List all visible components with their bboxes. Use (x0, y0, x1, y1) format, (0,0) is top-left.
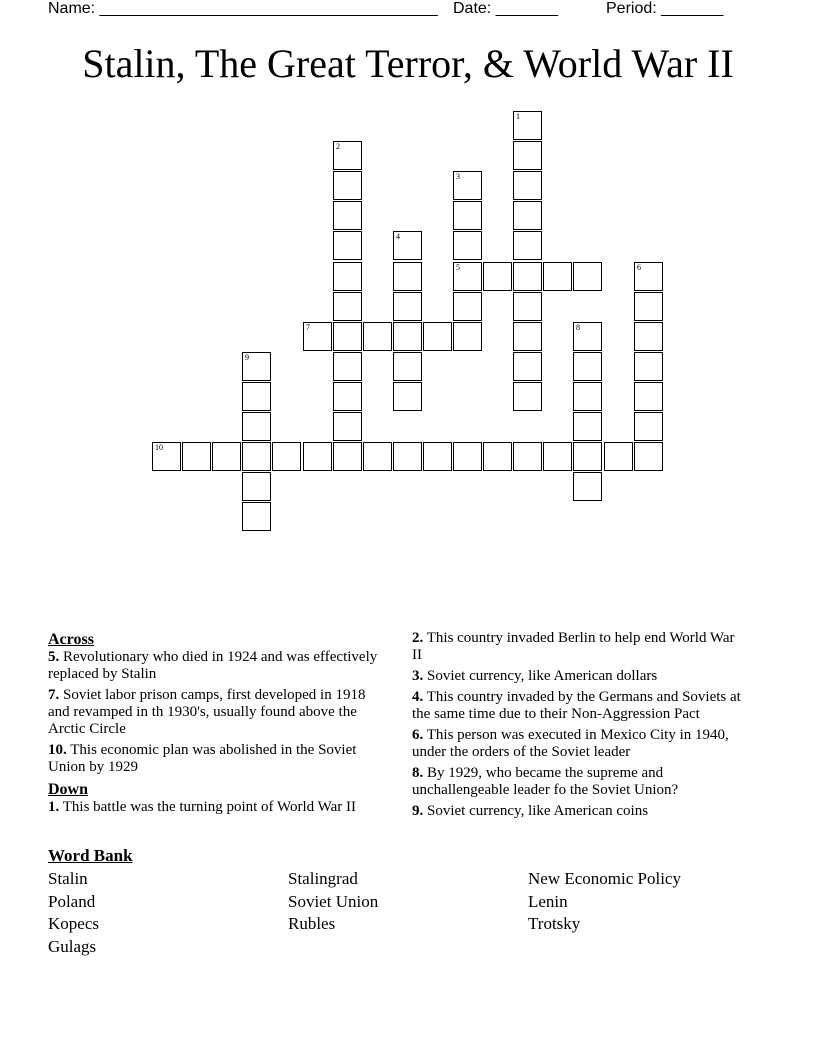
crossword-cell[interactable] (573, 262, 602, 291)
crossword-cell[interactable] (634, 412, 663, 441)
clue-number: 10 (155, 443, 163, 452)
clue-number: 5 (456, 263, 460, 272)
crossword-cell[interactable] (634, 292, 663, 321)
crossword-cell[interactable] (242, 472, 271, 501)
period-field-label[interactable]: Period: _______ (606, 0, 724, 17)
crossword-cell[interactable] (513, 322, 542, 351)
crossword-cell[interactable] (333, 292, 362, 321)
crossword-cell[interactable] (333, 322, 362, 351)
clue-number: 8 (576, 323, 580, 332)
crossword-cell[interactable] (513, 292, 542, 321)
crossword-cell[interactable] (303, 442, 332, 471)
word-bank-title: Word Bank (48, 846, 133, 865)
word-bank-item: Stalin (48, 869, 88, 888)
crossword-cell[interactable] (333, 352, 362, 381)
crossword-cell[interactable] (573, 322, 602, 351)
crossword-cell[interactable] (513, 111, 542, 140)
crossword-cell[interactable] (604, 442, 633, 471)
clues-left-column (48, 630, 383, 820)
word-bank-item: Poland (48, 892, 96, 911)
crossword-cell[interactable] (393, 442, 422, 471)
crossword-cell[interactable] (483, 442, 512, 471)
crossword-cell[interactable] (333, 201, 362, 230)
crossword-cell[interactable] (242, 412, 271, 441)
down-heading: Down (48, 781, 89, 798)
crossword-cell[interactable] (303, 322, 332, 351)
crossword-cell[interactable] (453, 231, 482, 260)
crossword-cell[interactable] (513, 171, 542, 200)
crossword-cell[interactable] (242, 382, 271, 411)
word-bank-item: Kopecs (48, 914, 99, 933)
crossword-cell[interactable] (513, 262, 542, 291)
crossword-cell[interactable] (242, 502, 271, 531)
clue-number: 2 (336, 142, 340, 151)
name-field-label[interactable]: Name: ______________________________________ (48, 0, 438, 17)
crossword-cell[interactable] (333, 412, 362, 441)
crossword-cell[interactable] (513, 352, 542, 381)
crossword-cell[interactable] (453, 442, 482, 471)
crossword-cell[interactable] (634, 262, 663, 291)
crossword-cell[interactable] (634, 442, 663, 471)
crossword-cell[interactable] (423, 442, 452, 471)
crossword-cell[interactable] (634, 322, 663, 351)
down-clue-2: 2. This country invaded Berlin to help end World War II (412, 630, 735, 663)
crossword-cell[interactable] (573, 472, 602, 501)
crossword-cell[interactable] (453, 262, 482, 291)
clue-number: 3 (456, 172, 460, 181)
word-bank-item: Rubles (288, 914, 336, 933)
crossword-cell[interactable] (363, 442, 392, 471)
crossword-cell[interactable] (393, 231, 422, 260)
word-bank-item: New Economic Policy (528, 869, 681, 888)
crossword-cell[interactable] (333, 231, 362, 260)
word-bank-item: Stalingrad (288, 869, 358, 888)
crossword-cell[interactable] (363, 322, 392, 351)
down-clue-8: 8. By 1929, who became the supreme and unchallengeable leader fo the Soviet Union? (412, 765, 679, 798)
crossword-cell[interactable] (272, 442, 301, 471)
clue-number: 9 (245, 353, 249, 362)
down-clue-6: 6. This person was executed in Mexico City in 1940, under the orders of the Soviet leader (412, 727, 729, 760)
across-clue-10: 10. This economic plan was abolished in the Soviet Union by 1929 (48, 742, 357, 775)
crossword-cell[interactable] (182, 442, 211, 471)
crossword-cell[interactable] (634, 382, 663, 411)
down-clue-4: 4. This country invaded by the Germans and Soviets at the same time due to their Non-Aggression Pact (412, 689, 741, 722)
clue-number: 7 (306, 323, 310, 332)
page-title: Stalin, The Great Terror, & World War II (82, 41, 734, 86)
crossword-cell[interactable] (242, 442, 271, 471)
crossword-cell[interactable] (242, 352, 271, 381)
crossword-cell[interactable] (333, 171, 362, 200)
word-bank-item: Lenin (528, 892, 568, 911)
across-clue-7: 7. Soviet labor prison camps, first developed in 1918 and revamped in th 1930's, usually found above the Arctic Circle (48, 687, 366, 737)
clue-number: 6 (637, 263, 641, 272)
crossword-cell[interactable] (543, 442, 572, 471)
clues-right-column (412, 630, 742, 824)
crossword-cell[interactable] (513, 141, 542, 170)
crossword-cell[interactable] (573, 442, 602, 471)
crossword-cell[interactable] (393, 262, 422, 291)
crossword-cell[interactable] (513, 231, 542, 260)
crossword-cell[interactable] (543, 262, 572, 291)
clue-number: 4 (396, 232, 400, 241)
crossword-cell[interactable] (333, 382, 362, 411)
crossword-cell[interactable] (453, 201, 482, 230)
clue-number: 1 (516, 112, 520, 121)
crossword-cell[interactable] (393, 352, 422, 381)
crossword-cell[interactable] (483, 262, 512, 291)
crossword-cell[interactable] (573, 352, 602, 381)
down-clue-9: 9. Soviet currency, like American coins (412, 803, 649, 819)
crossword-cell[interactable] (513, 382, 542, 411)
crossword-cell[interactable] (573, 412, 602, 441)
word-bank-item: Trotsky (528, 914, 581, 933)
crossword-cell[interactable] (453, 322, 482, 351)
crossword-cell[interactable] (513, 442, 542, 471)
crossword-cell[interactable] (393, 292, 422, 321)
crossword-cell[interactable] (393, 322, 422, 351)
crossword-cell[interactable] (393, 382, 422, 411)
down-clue-3: 3. Soviet currency, like American dollars (412, 668, 658, 684)
crossword-cell[interactable] (152, 442, 181, 471)
down-clue-1: 1. This battle was the turning point of World War II (48, 799, 356, 815)
crossword-cell[interactable] (423, 322, 452, 351)
word-bank-item: Soviet Union (288, 892, 379, 911)
crossword-cell[interactable] (453, 292, 482, 321)
crossword-cell[interactable] (212, 442, 241, 471)
crossword-cell[interactable] (333, 141, 362, 170)
word-bank-item: Gulags (48, 937, 97, 956)
date-field-label[interactable]: Date: _______ (453, 0, 558, 17)
crossword-cell[interactable] (333, 442, 362, 471)
crossword-cell[interactable] (453, 171, 482, 200)
crossword-cell[interactable] (513, 201, 542, 230)
crossword-cell[interactable] (573, 382, 602, 411)
crossword-cell[interactable] (333, 262, 362, 291)
across-heading: Across (48, 631, 94, 648)
crossword-cell[interactable] (634, 352, 663, 381)
across-clue-5: 5. Revolutionary who died in 1924 and was effectively replaced by Stalin (48, 649, 378, 682)
